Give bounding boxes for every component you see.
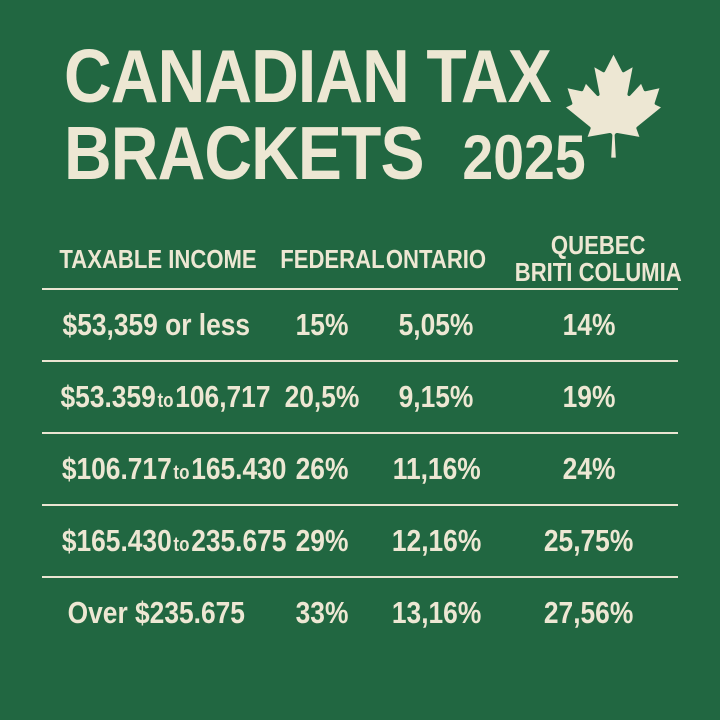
ontario-cell: 12,16% <box>391 523 481 558</box>
ontario-cell: 5,05% <box>398 307 474 342</box>
quebec-bc-cell: 24% <box>562 451 616 486</box>
income-cell: Over $235.675 <box>67 595 246 630</box>
table-row <box>42 578 678 648</box>
federal-cell: 26% <box>295 451 349 486</box>
income-cell: $165.430to235.675 <box>61 523 287 558</box>
ontario-cell: 13,16% <box>391 595 481 630</box>
federal-cell: 15% <box>295 307 349 342</box>
title-line-1: CANADIAN TAX <box>64 34 551 118</box>
table-header-row <box>42 230 682 290</box>
column-header-quebec-bc <box>500 230 682 287</box>
federal-cell: 33% <box>295 595 349 630</box>
table-row <box>42 362 678 434</box>
column-header-taxable-income: TAXABLE INCOME <box>59 243 257 274</box>
column-header-federal: FEDERAL <box>280 243 385 274</box>
federal-cell: 20,5% <box>284 379 360 414</box>
to-connector: to <box>173 462 190 484</box>
maple-leaf-icon <box>565 52 662 160</box>
quebec-bc-cell: 14% <box>562 307 616 342</box>
quebec-bc-cell: 25,75% <box>544 523 634 558</box>
title-line-2 <box>64 111 586 197</box>
title-year: 2025 <box>462 123 586 193</box>
income-cell: $106.717to165.430 <box>61 451 287 486</box>
federal-cell: 29% <box>295 523 349 558</box>
table-row <box>42 506 678 578</box>
table-row <box>42 290 678 362</box>
income-cell: $53.359to106,717 <box>60 379 271 414</box>
ontario-cell: 11,16% <box>392 451 481 486</box>
to-connector: to <box>173 534 190 556</box>
quebec-bc-cell: 19% <box>562 379 616 414</box>
tax-brackets-table <box>42 230 682 648</box>
quebec-header-line1: QUEBEC <box>550 230 646 260</box>
title-brackets: BRACKETS <box>64 111 424 195</box>
quebec-header-line2: BRITI COLUMIA <box>514 257 682 287</box>
income-cell: $53,359 or less <box>62 307 251 342</box>
ontario-cell: 9,15% <box>398 379 474 414</box>
to-connector: to <box>157 390 174 412</box>
column-header-ontario: ONTARIO <box>386 243 487 274</box>
table-row <box>42 434 678 506</box>
quebec-bc-cell: 27,56% <box>544 595 634 630</box>
